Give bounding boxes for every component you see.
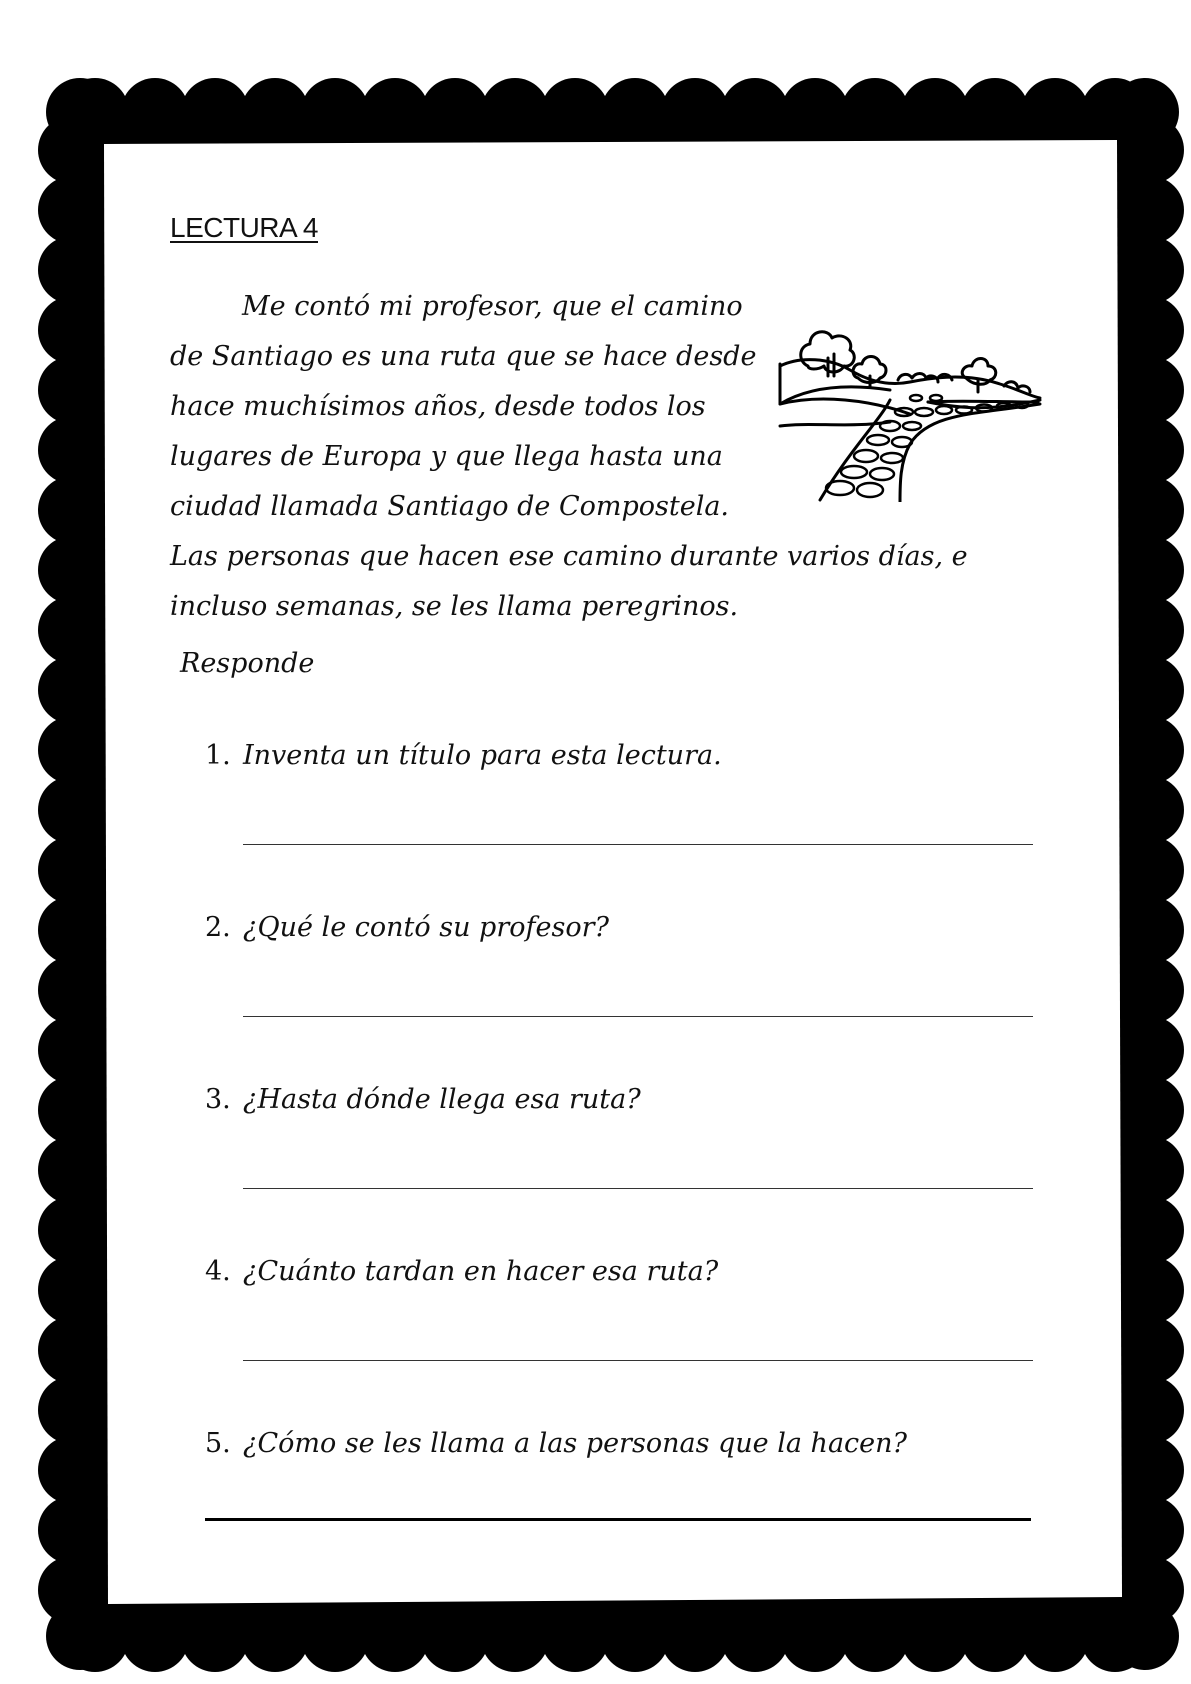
question-prompt: ¿Qué le contó su profesor? [243,912,609,943]
question-text [205,1256,718,1287]
question-text [205,740,722,771]
answer-line-1[interactable] [243,844,1033,845]
passage-line: lugares de Europa y que llega hasta una [170,441,723,472]
passage-line: Las personas que hacen ese camino durante varios días, e [170,541,968,572]
question-list [205,740,1035,1600]
question-item [205,1084,1035,1256]
question-prompt: ¿Cómo se les llama a las personas que la hacen? [243,1428,908,1459]
question-item [205,912,1035,1084]
question-text [205,912,609,943]
answer-line-2[interactable] [243,1016,1033,1017]
question-number: 5. [205,1428,231,1459]
question-text [205,1428,907,1459]
passage-line: hace muchísimos años, desde todos los [170,391,706,422]
passage-line: incluso semanas, se les llama peregrinos. [170,591,739,622]
question-prompt: ¿Cuánto tardan en hacer esa ruta? [243,1256,719,1287]
question-number: 3. [205,1084,231,1115]
question-text [205,1084,641,1115]
question-prompt: ¿Hasta dónde llega esa ruta? [243,1084,641,1115]
passage-line: de Santiago es una ruta que se hace desde [170,341,757,372]
question-number: 2. [205,912,231,943]
answer-line-4[interactable] [243,1360,1033,1361]
question-number: 4. [205,1256,231,1287]
page-title: LECTURA 4 [170,212,318,243]
passage-line: ciudad llamada Santiago de Compostela. [170,491,730,522]
passage-line: Me contó mi profesor, que el camino [242,291,743,322]
answer-line-3[interactable] [243,1188,1033,1189]
answer-line-5[interactable] [205,1518,1031,1521]
instruction-label: Responde [180,648,315,679]
question-item [205,740,1035,912]
question-item [205,1428,1035,1600]
landscape-path-icon [778,306,1043,502]
question-item [205,1256,1035,1428]
question-prompt: Inventa un título para esta lectura. [243,740,722,771]
question-number: 1. [205,740,231,771]
